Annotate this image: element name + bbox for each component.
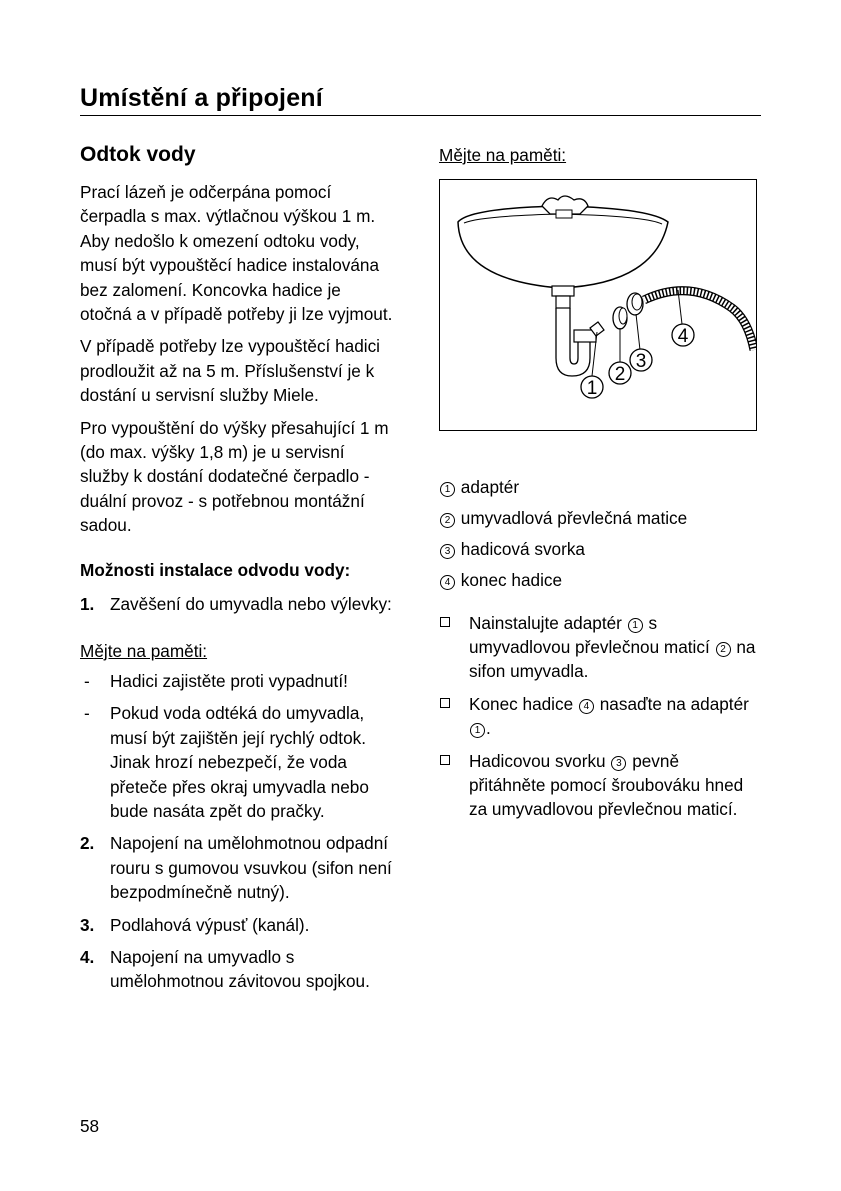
step-item (439, 692, 759, 741)
item-text: Hadici zajistěte proti vypadnutí! (110, 670, 348, 691)
step-text: . (486, 718, 491, 739)
paragraph-extension: V případě potřeby lze vypouštěcí hadici prodloužit až na 5 m. Příslušenství je k dostání u servisní služby Miele. (80, 336, 381, 406)
legend-text: hadicová svorka (460, 539, 585, 560)
callout-2: 2 (614, 364, 626, 386)
install-options-list (80, 592, 395, 616)
circled-number: 1 (440, 482, 455, 497)
paragraph-height: Pro vypouštění do výšky přesahující 1 m (do max. výšky 1,8 m) je u servisní služby k dostání dodatečné čerpadlo - duální provoz - s potřebnou montážní sadou. (80, 417, 389, 536)
install-options-heading: Možnosti instalace odvodu vody: (80, 559, 351, 580)
install-options-list-cont (80, 831, 395, 993)
note-label: Mějte na paměti: (80, 640, 208, 661)
right-column (439, 141, 759, 839)
step-text: pevně přitáhněte pomocí šroubováku hned za umyvadlovou převlečnou maticí. (469, 750, 744, 820)
step-item (439, 749, 759, 822)
sink-illustration (439, 179, 757, 431)
sink-drawing (440, 180, 756, 430)
circled-number: 2 (716, 642, 731, 657)
item-text: Zavěšení do umyvadla nebo výlevky: (110, 594, 392, 615)
note-list (80, 669, 395, 823)
circled-number: 1 (470, 723, 485, 738)
dash-bullet: - (84, 670, 90, 691)
circled-number: 3 (440, 544, 455, 559)
legend-item (439, 537, 759, 561)
item-number: 2. (80, 833, 95, 854)
item-number: 4. (80, 946, 95, 967)
legend-text: umyvadlová převlečná matice (460, 508, 688, 529)
list-item (80, 701, 395, 823)
note-label: Mějte na paměti: (439, 145, 567, 165)
title-rule (80, 115, 761, 116)
list-item (80, 669, 395, 693)
item-number: 1. (80, 594, 95, 615)
paragraph-pump: Prací lázeň je odčerpána pomocí čerpadla s max. výtlačnou výškou 1 m. Aby nedošlo k omezení odtoku vody, musí být vypouštěcí hadice instalována bez zalomení. Koncovka hadice je otočná a v případě potřeby ji lze vyjmout. (80, 182, 393, 325)
list-item (80, 913, 395, 937)
item-text: Napojení na umělohmotnou odpadní rouru s gumovou vsuvkou (sifon není bezpodmínečně nutný). (110, 833, 392, 903)
checkbox-bullet-icon (440, 617, 450, 627)
page-title: Umístění a připojení (80, 84, 323, 112)
legend (439, 475, 759, 592)
item-text: Podlahová výpusť (kanál). (110, 914, 310, 935)
step-text: Hadicovou svorku (469, 750, 606, 771)
page-number: 58 (80, 1116, 100, 1136)
callout-3: 3 (635, 351, 647, 373)
legend-text: adaptér (460, 477, 520, 498)
item-text: Pokud voda odtéká do umyvadla, musí být zajištěn její rychlý odtok. Jinak hrozí nebezpečí, že voda přeteče přes okraj umyvadla nebo bude nasáta zpět do pračky. (110, 703, 369, 821)
step-text: na sifon umyvadla. (469, 636, 756, 682)
list-item (80, 945, 395, 994)
callout-1: 1 (586, 378, 598, 400)
list-item (80, 831, 395, 904)
dash-bullet: - (84, 703, 90, 724)
section-title: Odtok vody (80, 143, 196, 166)
circled-number: 4 (440, 575, 455, 590)
steps-list (439, 611, 759, 822)
step-text: nasaďte na adaptér (599, 693, 749, 714)
step-text: s umyvadlovou převlečnou maticí (469, 612, 710, 657)
legend-item (439, 475, 759, 499)
legend-item (439, 568, 759, 592)
circled-number: 2 (440, 513, 455, 528)
checkbox-bullet-icon (440, 698, 450, 708)
item-text: Napojení na umyvadlo s umělohmotnou závitovou spojkou. (110, 946, 370, 992)
step-text: Konec hadice (469, 693, 574, 714)
circled-number: 4 (579, 699, 594, 714)
checkbox-bullet-icon (440, 755, 450, 765)
step-text: Nainstalujte adaptér (469, 612, 622, 633)
circled-number: 3 (611, 756, 626, 771)
legend-text: konec hadice (460, 570, 563, 591)
item-number: 3. (80, 914, 95, 935)
legend-item (439, 506, 759, 530)
left-column (80, 141, 395, 1002)
list-item (80, 592, 395, 616)
circled-number: 1 (628, 618, 643, 633)
callout-4: 4 (677, 326, 689, 348)
step-item (439, 611, 759, 684)
